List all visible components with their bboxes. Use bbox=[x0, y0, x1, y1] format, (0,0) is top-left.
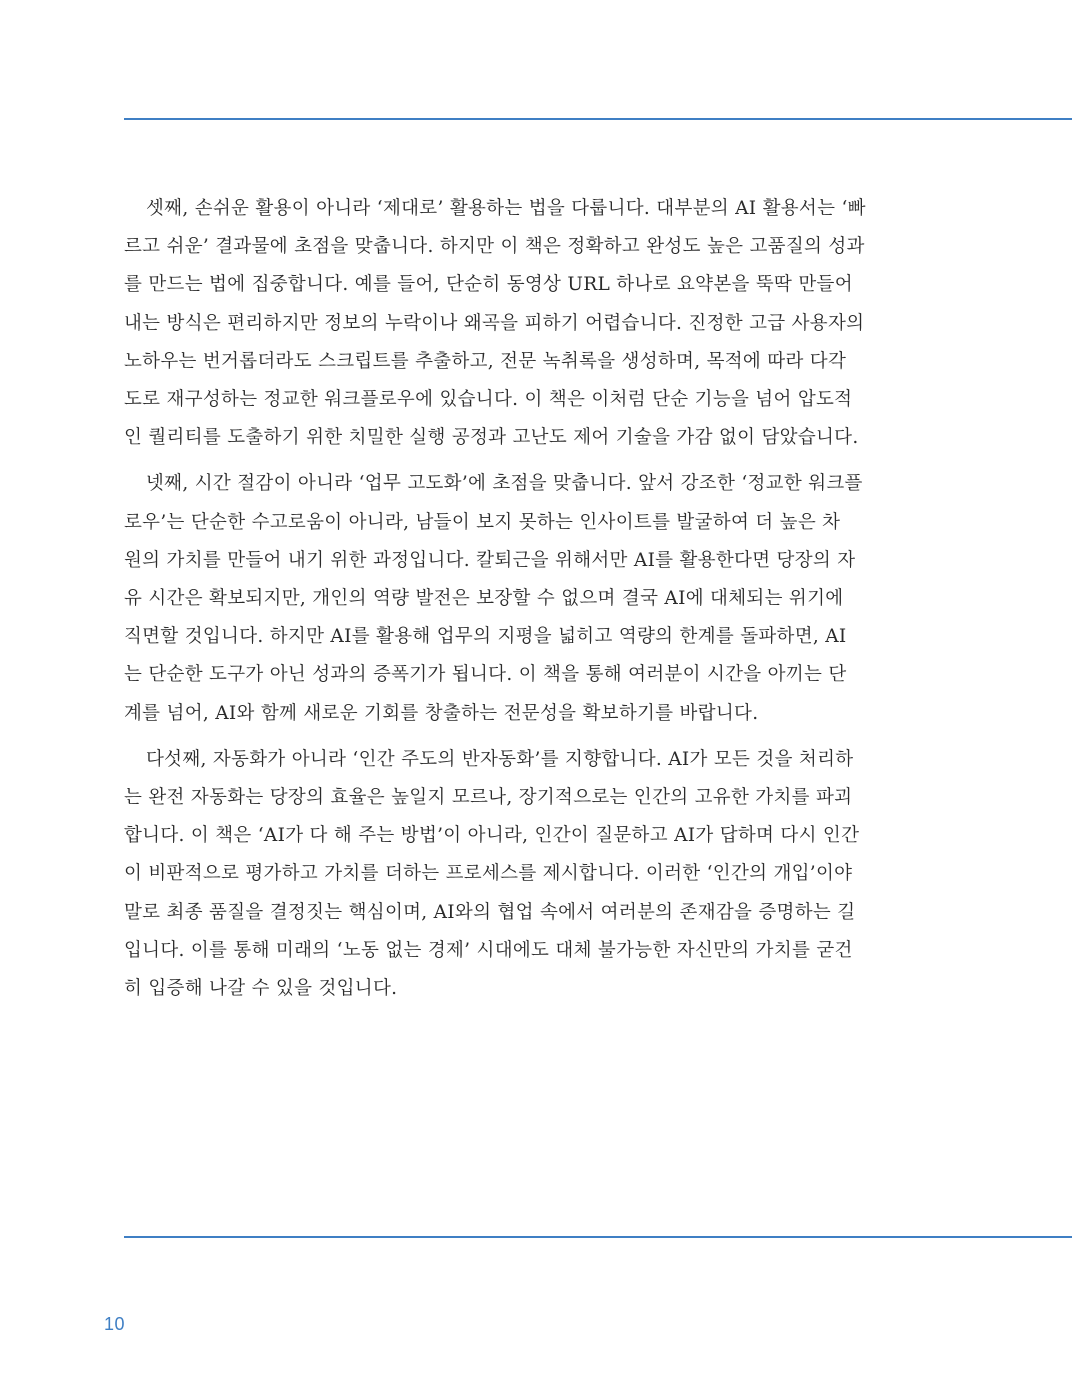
text-line: 로우’는 단순한 수고로움이 아니라, 남들이 보지 못하는 인사이트를 발굴하여 더 높은 차 bbox=[124, 511, 841, 533]
text-line: 를 만드는 법에 집중합니다. 예를 들어, 단순히 동영상 URL 하나로 요약본을 뚝딱 만들어 bbox=[124, 274, 853, 296]
text-line: 원의 가치를 만들어 내기 위한 과정입니다. 칼퇴근을 위해서만 AI를 활용한다면 당장의 자 bbox=[124, 549, 856, 571]
text-line: 인 퀄리티를 도출하기 위한 치밀한 실행 공정과 고난도 제어 기술을 가감 없이 담았습니다. bbox=[124, 427, 859, 449]
text-line: 는 완전 자동화는 당장의 효율은 높일지 모르나, 장기적으로는 인간의 고유한 가치를 파괴 bbox=[124, 787, 853, 809]
text-line: 다섯째, 자동화가 아니라 ‘인간 주도의 반자동화’를 지향합니다. AI가 모든 것을 처리하 bbox=[146, 748, 854, 770]
text-line: 유 시간은 확보되지만, 개인의 역량 발전은 보장할 수 없으며 결국 AI에 대체되는 위기에 bbox=[124, 588, 844, 610]
text-line: 히 입증해 나갈 수 있을 것입니다. bbox=[124, 978, 398, 1000]
text-line: 도로 재구성하는 정교한 워크플로우에 있습니다. 이 책은 이처럼 단순 기능을 넘어 압도적 bbox=[124, 389, 853, 411]
page-number: 10 bbox=[104, 1314, 126, 1334]
text-line: 직면할 것입니다. 하지만 AI를 활용해 업무의 지평을 넓히고 역량의 한계를 돌파하면, AI bbox=[124, 626, 847, 648]
text-line: 노하우는 번거롭더라도 스크립트를 추출하고, 전문 녹취록을 생성하며, 목적에 따라 다각 bbox=[124, 350, 847, 372]
text-line: 넷째, 시간 절감이 아니라 ‘업무 고도화’에 초점을 맞춥니다. 앞서 강조한 ‘정교한 워크플 bbox=[146, 473, 863, 495]
bottom-divider-line bbox=[124, 1236, 1072, 1238]
paragraph-third bbox=[124, 190, 914, 457]
text-line: 말로 최종 품질을 결정짓는 핵심이며, AI와의 협업 속에서 여러분의 존재감을 증명하는 길 bbox=[124, 901, 856, 923]
text-line: 입니다. 이를 통해 미래의 ‘노동 없는 경제’ 시대에도 대체 불가능한 자신만의 가치를 굳건 bbox=[124, 939, 853, 961]
text-line: 르고 쉬운’ 결과물에 초점을 맞춥니다. 하지만 이 책은 정확하고 완성도 높은 고품질의 성과 bbox=[124, 236, 865, 258]
text-line: 계를 넘어, AI와 함께 새로운 기회를 창출하는 전문성을 확보하기를 바랍니다. bbox=[124, 702, 759, 724]
text-line: 는 단순한 도구가 아닌 성과의 증폭기가 됩니다. 이 책을 통해 여러분이 시간을 아끼는 단 bbox=[124, 664, 847, 686]
text-line: 셋째, 손쉬운 활용이 아니라 ‘제대로’ 활용하는 법을 다룹니다. 대부분의 AI 활용서는 ‘빠 bbox=[146, 198, 866, 219]
paragraph-fourth bbox=[124, 465, 914, 732]
paragraph-fifth bbox=[124, 741, 914, 1008]
body-text bbox=[124, 190, 914, 1016]
text-line: 이 비판적으로 평가하고 가치를 더하는 프로세스를 제시합니다. 이러한 ‘인간의 개입’이야 bbox=[124, 863, 853, 885]
text-line: 내는 방식은 편리하지만 정보의 누락이나 왜곡을 피하기 어렵습니다. 진정한 고급 사용자의 bbox=[124, 312, 865, 334]
top-divider-line bbox=[124, 118, 1072, 120]
text-line: 합니다. 이 책은 ‘AI가 다 해 주는 방법’이 아니라, 인간이 질문하고 AI가 답하며 다시 인간 bbox=[124, 825, 860, 847]
